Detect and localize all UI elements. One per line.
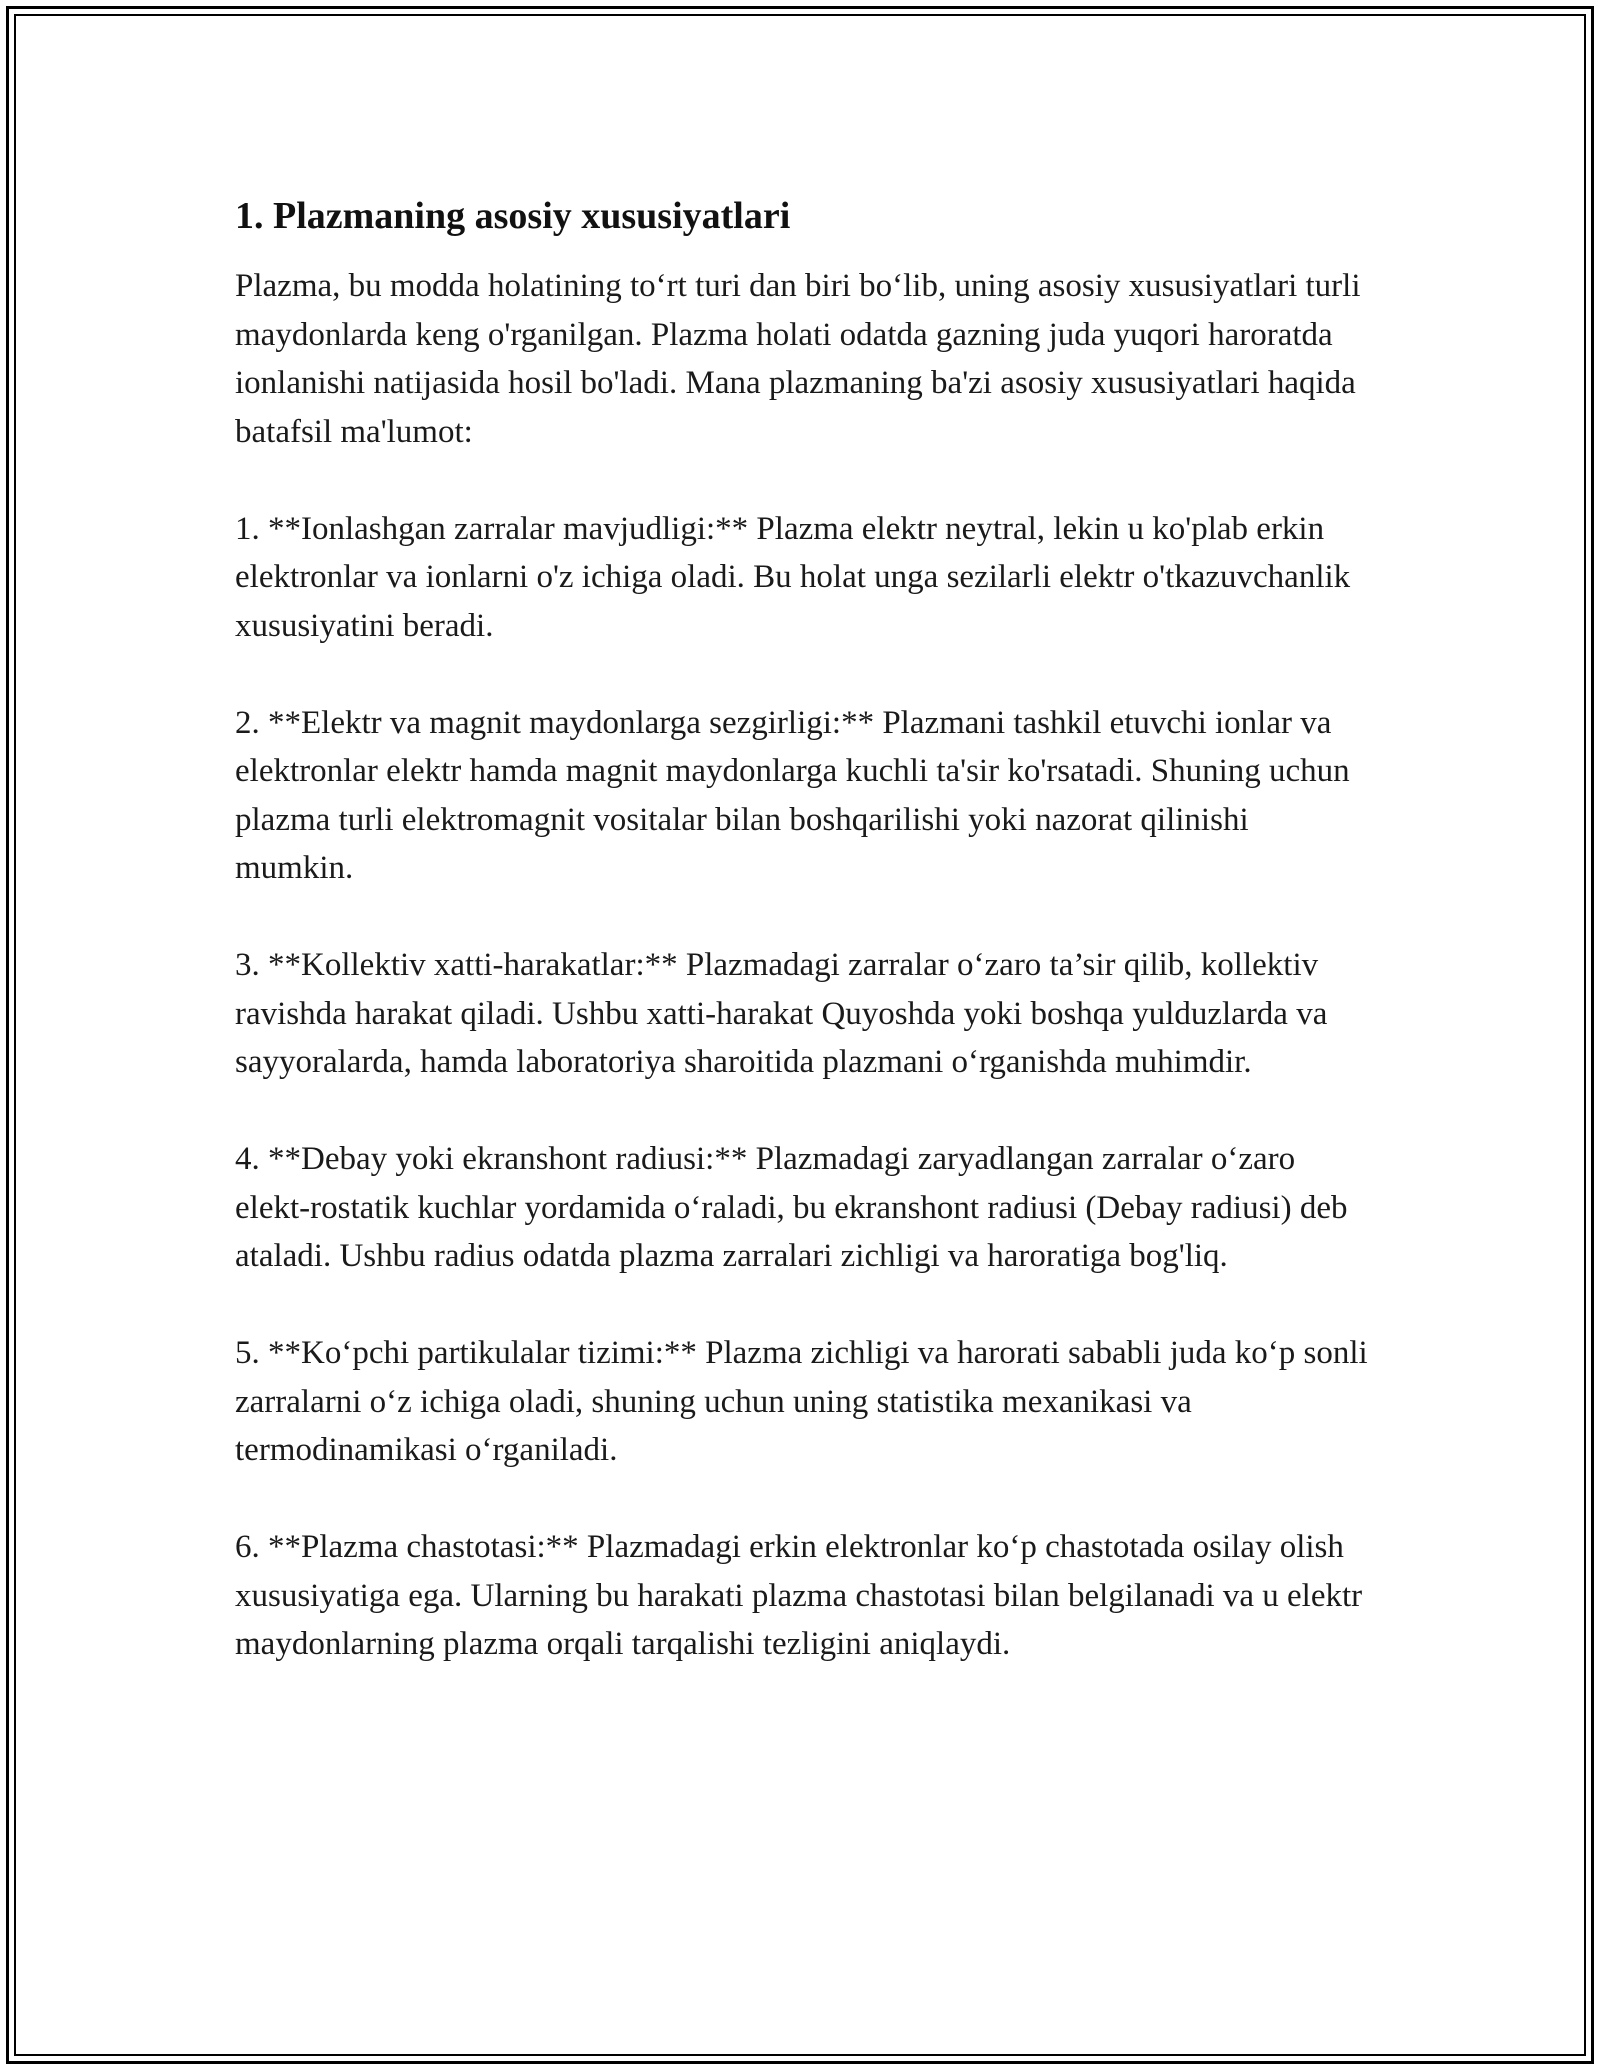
list-item-debye-radius: 4. **Debay yoki ekranshont radiusi:** Plazmadagi zaryadlangan zarralar o‘zaro elekt-rostatik kuchlar yordamida o‘raladi, bu ekranshont radiusi (Debay radiusi) deb ataladi. Ushbu radius odatda plazma zarralari zichligi va haroratiga bog'liq. [235,1141,1348,1274]
section-heading: 1. Plazmaning asosiy xususiyatlari [235,195,791,237]
list-item-plasma-frequency: 6. **Plazma chastotasi:** Plazmadagi erkin elektronlar ko‘p chastotada osilay olish xususiyatiga ega. Ularning bu harakati plazma chastotasi bilan belgilanadi va u elektr maydonlarning plazma orqali tarqalishi tezligini aniqlaydi. [235,1529,1363,1662]
list-item-collective-behavior: 3. **Kollektiv xatti-harakatlar:** Plazmadagi zarralar o‘zaro ta’sir qilib, kollektiv ravishda harakat qiladi. Ushbu xatti-harakat Quyoshda yoki boshqa yulduzlarda va sayyoralarda, hamda laboratoriya sharoitida plazmani o‘rganishda muhimdir. [235,947,1328,1080]
list-item-many-particle-system: 5. **Ko‘pchi partikulalar tizimi:** Plazma zichligi va harorati sababli juda ko‘p sonli zarralarni o‘z ichiga oladi, shuning uchun uning statistika mexanikasi va termodinamikasi o‘rganiladi. [235,1335,1368,1468]
document-body [235,184,1370,1717]
list-item-field-sensitivity: 2. **Elektr va magnit maydonlarga sezgirligi:** Plazmani tashkil etuvchi ionlar va elektronlar elektr hamda magnit maydonlarga kuchli ta'sir ko'rsatadi. Shuning uchun plazma turli elektromagnit vositalar bilan boshqarilishi yoki nazorat qilinishi mumkin. [235,704,1350,886]
intro-paragraph: Plazma, bu modda holatining to‘rt turi dan biri bo‘lib, uning asosiy xususiyatlari turli maydonlarda keng o'rganilgan. Plazma holati odatda gazning juda yuqori haroratda ionlanishi natijasida hosil bo'ladi. Mana plazmaning ba'zi asosiy xususiyatlari haqida batafsil ma'lumot: [235,268,1361,450]
list-item-ionized-particles: 1. **Ionlashgan zarralar mavjudligi:** Plazma elektr neytral, lekin u ko'plab erkin elektronlar va ionlarni o'z ichiga oladi. Bu holat unga sezilarli elektr o'tkazuvchanlik xususiyatini beradi. [235,510,1351,644]
